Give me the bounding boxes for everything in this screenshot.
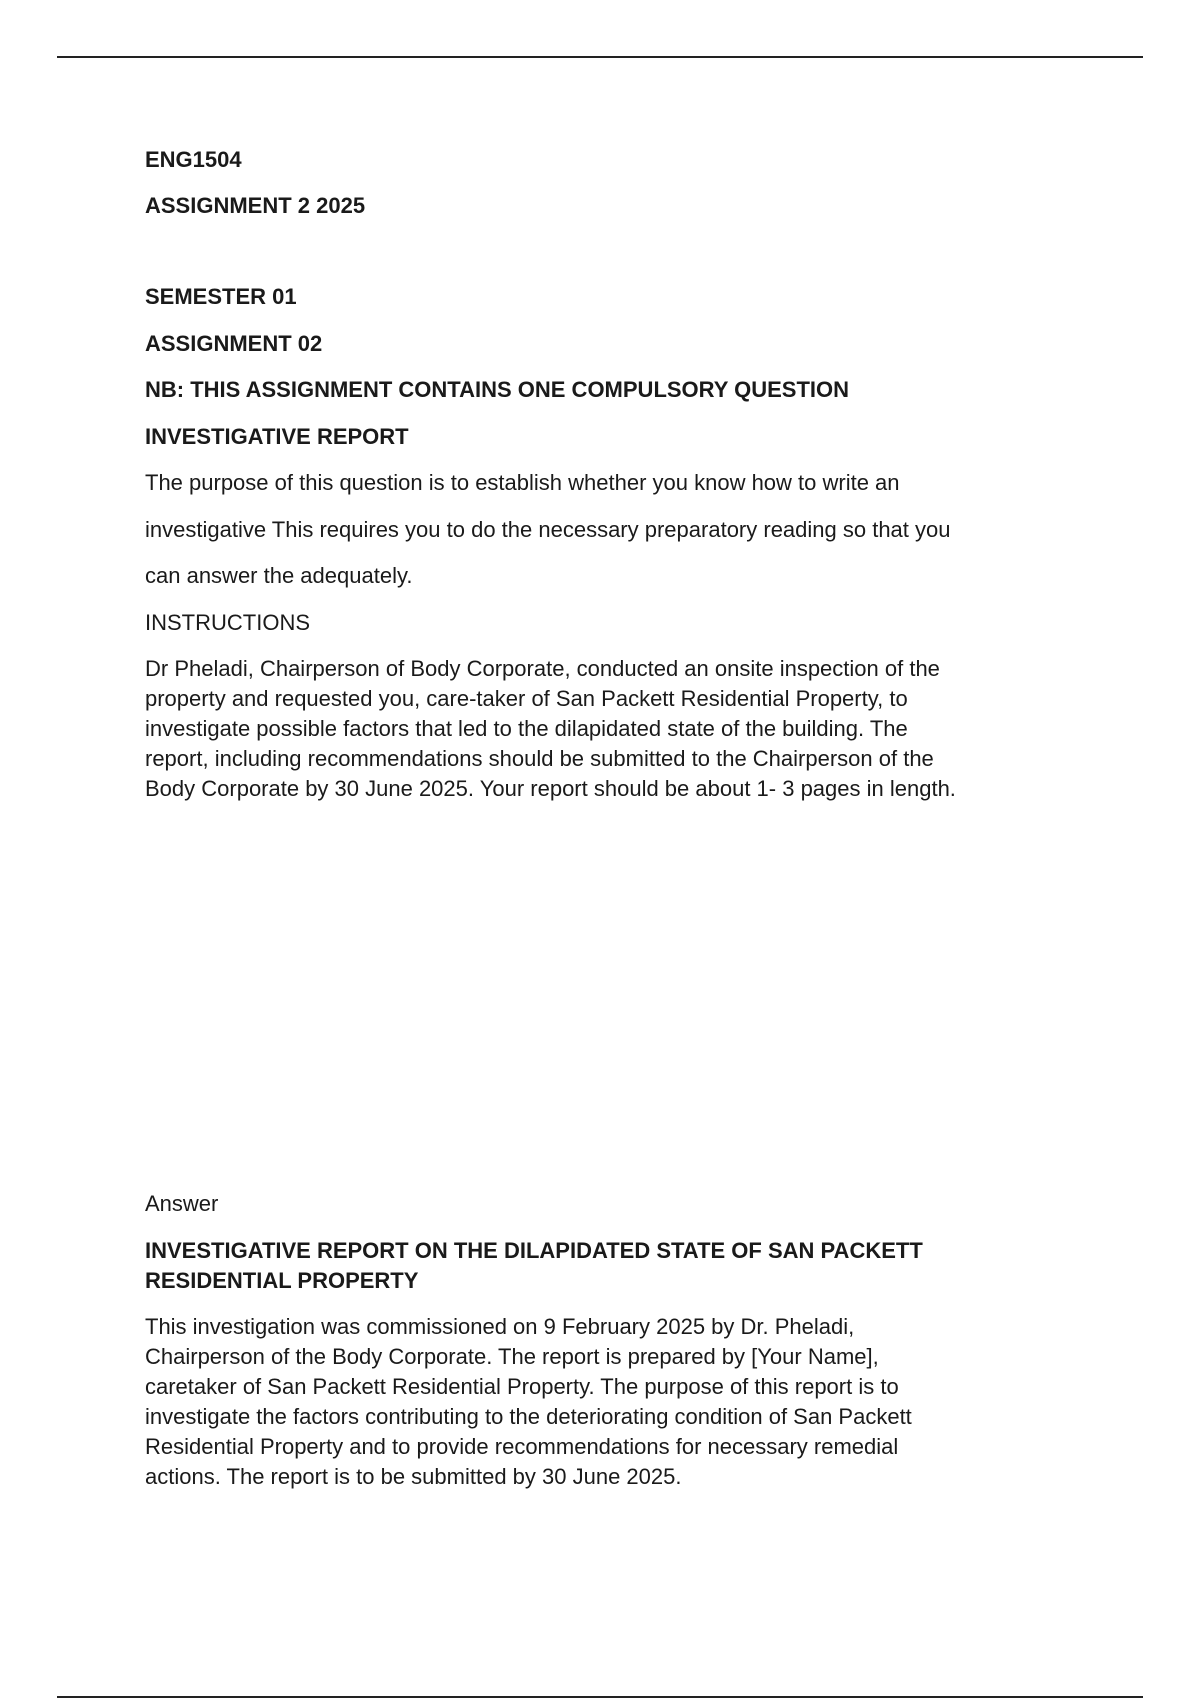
assignment-title: ASSIGNMENT 2 2025 <box>145 193 366 218</box>
report-body-line: Chairperson of the Body Corporate. The report is prepared by [Your Name], <box>145 1344 879 1369</box>
report-body-line: Residential Property and to provide recommendations for necessary remedial <box>145 1434 899 1459</box>
answer-label: Answer <box>145 1191 219 1216</box>
purpose-line-3: can answer the adequately. <box>145 563 413 588</box>
assignment-number: ASSIGNMENT 02 <box>145 331 323 356</box>
instructions-line: investigate possible factors that led to the dilapidated state of the building. The <box>145 716 908 741</box>
top-rule <box>57 56 1143 58</box>
instructions-line: property and requested you, care-taker of San Packett Residential Property, to <box>145 686 908 711</box>
report-body-line: This investigation was commissioned on 9 February 2025 by Dr. Pheladi, <box>145 1314 855 1339</box>
report-title-line: RESIDENTIAL PROPERTY <box>145 1268 419 1293</box>
course-code: ENG1504 <box>145 147 242 172</box>
purpose-line-2: investigative This requires you to do the necessary preparatory reading so that you <box>145 517 951 542</box>
instructions-heading: INSTRUCTIONS <box>145 610 310 635</box>
report-title-line: INVESTIGATIVE REPORT ON THE DILAPIDATED STATE OF SAN PACKETT <box>145 1238 923 1263</box>
semester-label: SEMESTER 01 <box>145 284 297 309</box>
purpose-line-1: The purpose of this question is to establish whether you know how to write an <box>145 470 900 495</box>
bottom-rule <box>57 1696 1143 1698</box>
compulsory-note: NB: THIS ASSIGNMENT CONTAINS ONE COMPULSORY QUESTION <box>145 377 850 402</box>
instructions-line: Body Corporate by 30 June 2025. Your report should be about 1- 3 pages in length. <box>145 776 956 801</box>
report-body-line: actions. The report is to be submitted by 30 June 2025. <box>145 1464 682 1489</box>
instructions-line: Dr Pheladi, Chairperson of Body Corporate, conducted an onsite inspection of the <box>145 656 940 681</box>
section-title: INVESTIGATIVE REPORT <box>145 424 409 449</box>
report-body-line: investigate the factors contributing to the deteriorating condition of San Packett <box>145 1404 912 1429</box>
instructions-line: report, including recommendations should be submitted to the Chairperson of the <box>145 746 934 771</box>
report-body-line: caretaker of San Packett Residential Property. The purpose of this report is to <box>145 1374 899 1399</box>
